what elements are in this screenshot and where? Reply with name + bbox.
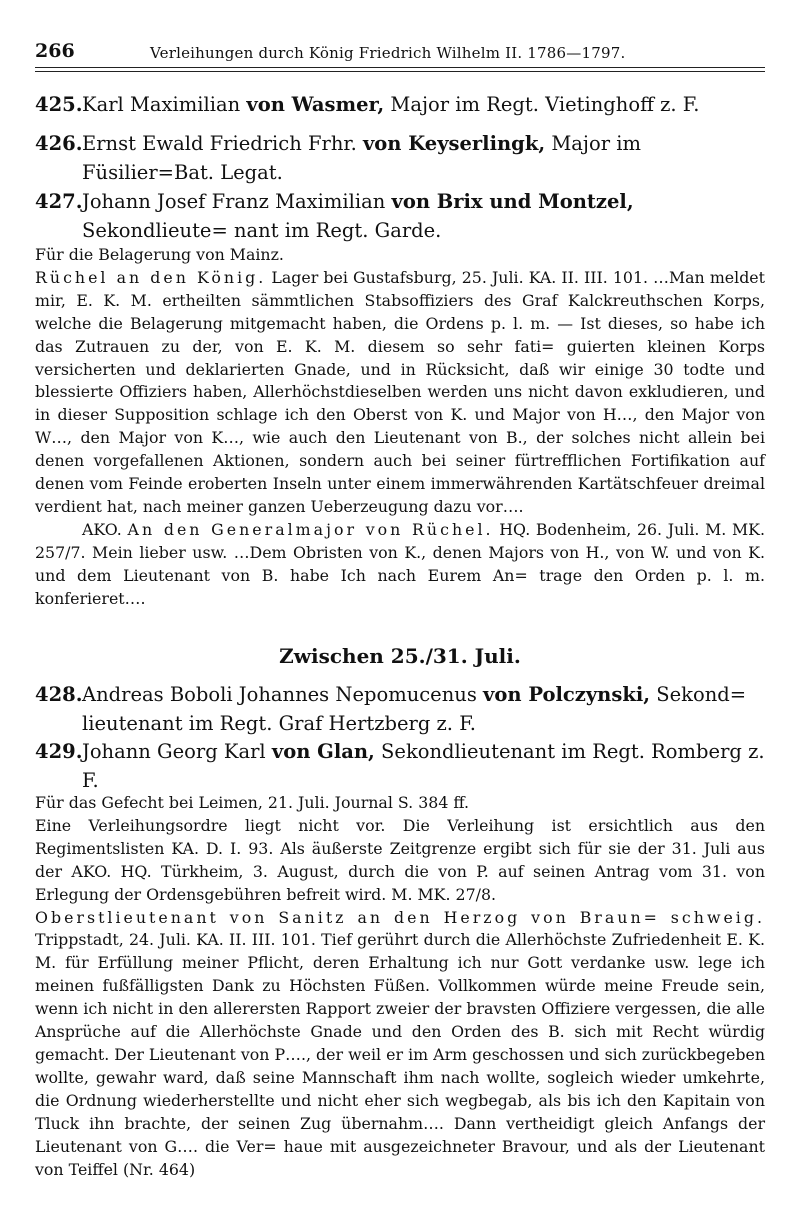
entry-name: Johann Josef Franz Maximilian (82, 190, 392, 213)
page-header (35, 38, 765, 68)
section-heading: Zwischen 25./31. Juli. (279, 644, 521, 668)
entry-rank: Sekondlieute= nant im Regt. Garde. (82, 219, 442, 242)
page-number: 266 (35, 40, 75, 62)
entry-surname: von Wasmer, (246, 93, 385, 116)
entry-rank: Major im Füsilier=Bat. Legat. (82, 132, 641, 184)
occasion-line: Für die Belagerung von Mainz. (35, 245, 284, 264)
letter-body: Trippstadt, 24. Juli. KA. II. III. 101. Tief gerührt durch die Allerhöchste Zufriedenheit E. K. M. für Erfüllung meiner Pflicht, deren Erhaltung ich nur Gott verdanke usw. lege ich meinen fußfälligsten Dank zu Höchsten Füßen. Vollkommen würde meine Freude sein, wenn ich nicht in den allerersten Rapport zweier der bravsten Offiziere vergessen, die alle Ansprüche auf die Allerhöchste Gnade und den Orden des B. sich mit Recht würdig gemacht. Der Lieutenant von P…., der weil er im Arm geschossen und sich zurückbegeben wollte, gewahr ward, daß seine Mannschaft ihm nach wollte, sogleich wieder umkehrte, die Ordnung wiederherstellte und nicht eher sich wegbegab, als bis ich den Kapitain von Tluck ihn brachte, der seinen Zug übernahm…. Dann vertheidigt gleich Anfangs der Lieutenant von G…. die Ver= haue mit ausgezeichneter Bravour, und als der Lieutenant von Teiffel (Nr. 464) (35, 930, 765, 1179)
entry-surname: von Brix und Montzel, (391, 190, 634, 213)
entry-surname: von Polczynski, (483, 683, 651, 706)
entry-number: 429. (35, 740, 83, 763)
order-label: AKO. (82, 519, 128, 539)
cabinet-order (35, 519, 765, 611)
entry-number: 428. (35, 683, 83, 706)
entry-name: Johann Georg Karl (82, 740, 272, 763)
occasion-line: Für das Gefecht bei Leimen, 21. Juli. Journal S. 384 ff. (35, 793, 470, 812)
running-title: Verleihungen durch König Friedrich Wilhelm II. 1786—1797. (150, 44, 626, 62)
entry-number: 425. (35, 93, 83, 116)
entry-rank: Major im Regt. Vietinghoff z. F. (384, 93, 700, 116)
entry-name: Ernst Ewald Friedrich Frhr. (82, 132, 363, 155)
entry-rank: Sekond= lieutenant im Regt. Graf Hertzberg z. F. (82, 683, 747, 735)
letter-body: Lager bei Gustafsburg, 25. Juli. KA. II. III. 101. …Man meldet mir, E. K. M. ertheilten sämmtlichen Stabsoffiziers des Graf Kalckreuthschen Korps, welche die Belagerung mitgemacht haben, die Ordens p. l. m. — Ist dieses, so habe ich das Zutrauen zu der, von E. K. M. diesem so sehr fati= guierten kleinen Korps versicherten und deklarierten Gnade, und in Rücksicht, daß wir einige 30 todte und blessierte Offiziers haben, Allerhöchstdieselben werden uns nicht davon exkludieren, und in dieser Supposition schlage ich den Oberst von K. und Major von H…, den Major von W…, den Major von K…, wie auch den Lieutenant von B., der solches nicht allein bei denen vorgefallenen Aktionen, sondern auch bei seiner fürtrefflichen Fortifikation auf denen vom Feinde eroberten Inseln unter einem immerwährenden Kartätschfeuer dreimal verdient hat, nach meiner ganzen Ueberzeugung dazu vor…. (35, 267, 766, 516)
entry-name: Andreas Boboli Johannes Nepomucenus (82, 683, 484, 706)
entry-427 (35, 187, 765, 245)
entry-425 (35, 90, 765, 119)
header-rule-top (35, 67, 765, 68)
source-note: Eine Verleihungsordre liegt nicht vor. Die Verleihung ist ersichtlich aus den Regimentslisten KA. D. I. 93. Als äußerste Zeitgrenze ergibt sich für sie der 31. Juli aus der AKO. HQ. Türkheim, 3. August, durch die von P. auf seinen Antrag vom 31. von Erlegung der Ordensgebühren befreit wird. M. MK. 27/8. (35, 815, 765, 904)
order-heading: An den Generalmajor von Rüchel. (127, 519, 494, 539)
entry-number: 426. (35, 132, 83, 155)
letter-sanitz (35, 907, 765, 1182)
entry-surname: von Keyserlingk, (362, 132, 546, 155)
entry-428 (35, 680, 765, 738)
commentary-427 (35, 244, 765, 611)
letter-ruechel (35, 267, 765, 519)
commentary-429 (35, 792, 765, 1181)
entry-surname: von Glan, (271, 740, 375, 763)
header-rule-bottom (35, 71, 765, 72)
order-body: HQ. Bodenheim, 26. Juli. M. MK. 257/7. Mein lieber usw. …Dem Obristen von K., denen Majors von H., von W. und von K. und dem Lieutenant von B. habe Ich nach Eurem An= trage den Orden p. l. m. konferieret…. (35, 519, 766, 608)
entry-number: 427. (35, 190, 83, 213)
letter-heading: Oberstlieutenant von Sanitz an den Herzog von Braun= schweig. (35, 907, 765, 927)
entry-429 (35, 737, 765, 795)
entry-rank: Sekondlieutenant im Regt. Romberg z. F. (82, 740, 765, 792)
letter-heading: Rüchel an den König. (35, 267, 267, 287)
entry-426 (35, 129, 765, 187)
entry-name: Karl Maximilian (82, 93, 247, 116)
